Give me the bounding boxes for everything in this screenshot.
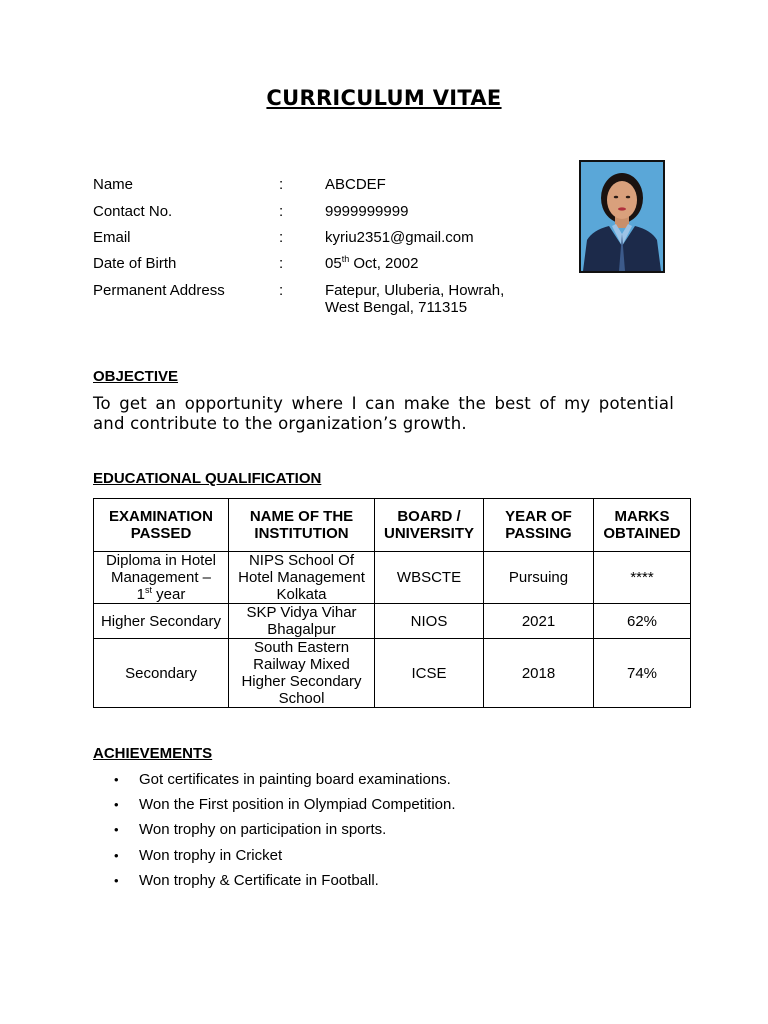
achievement-text: Won trophy on participation in sports. — [139, 821, 387, 839]
achievement-text: Won trophy in Cricket — [139, 846, 283, 864]
dob-label: Date of Birth — [93, 255, 177, 272]
address-label: Permanent Address — [93, 282, 225, 299]
name-label: Name — [93, 176, 134, 193]
cell-board: WBSCTE — [375, 552, 484, 604]
achievements-heading: ACHIEVEMENTS — [93, 745, 213, 762]
exam-year-number: 1 — [136, 586, 145, 603]
achievements-list — [93, 770, 456, 896]
profile-photo — [579, 160, 665, 273]
bullet-icon: • — [114, 822, 119, 838]
email-label: Email — [93, 229, 131, 246]
dob-rest: Oct, 2002 — [349, 255, 419, 272]
email-value: kyriu2351@gmail.com — [325, 229, 474, 246]
education-heading: EDUCATIONAL QUALIFICATION — [93, 470, 322, 487]
cell-year: 2018 — [484, 639, 594, 708]
objective-heading: OBJECTIVE — [93, 368, 179, 385]
header-marks: MARKS OBTAINED — [594, 499, 691, 552]
cell-board: NIOS — [375, 604, 484, 639]
cell-board: ICSE — [375, 639, 484, 708]
address-line-2: West Bengal, 711315 — [325, 299, 468, 316]
cell-exam: Higher Secondary — [94, 604, 229, 639]
name-value: ABCDEF — [325, 176, 386, 193]
achievement-text: Won trophy & Certificate in Football. — [139, 871, 379, 889]
list-item — [93, 871, 456, 896]
achievement-text: Won the First position in Olympiad Competition. — [139, 796, 456, 814]
exam-text: Diploma in Hotel Management – — [105, 552, 217, 586]
cell-exam — [94, 552, 229, 604]
cell-exam: Secondary — [94, 639, 229, 708]
table-row — [94, 552, 691, 604]
portrait-image — [581, 162, 663, 271]
education-table — [93, 498, 691, 708]
exam-year-suffix: st — [144, 585, 152, 595]
table-row — [94, 604, 691, 639]
bullet-icon: • — [114, 872, 119, 888]
list-item — [93, 770, 456, 795]
list-item — [93, 820, 456, 845]
bullet-icon: • — [114, 797, 119, 813]
cell-marks: 74% — [594, 639, 691, 708]
cell-institution: SKP Vidya Vihar Bhagalpur — [229, 604, 375, 639]
dob-value — [325, 255, 418, 272]
colon: : — [279, 176, 284, 193]
cell-institution: NIPS School Of Hotel Management Kolkata — [229, 552, 375, 604]
header-institution: NAME OF THE INSTITUTION — [229, 499, 375, 552]
bullet-icon: • — [114, 772, 119, 787]
objective-text: To get an opportunity where I can make the best of my potential and contribute to the organization’s growth. — [93, 394, 674, 433]
colon: : — [279, 203, 284, 220]
colon: : — [279, 255, 284, 272]
colon: : — [279, 229, 284, 246]
exam-year-word: year — [152, 586, 186, 603]
list-item — [93, 795, 456, 820]
achievement-text: Got certificates in painting board examinations. — [139, 771, 451, 788]
cell-marks: **** — [594, 552, 691, 604]
address-line-1: Fatepur, Uluberia, Howrah, — [325, 282, 505, 299]
header-year: YEAR OF PASSING — [484, 499, 594, 552]
header-examination: EXAMINATION PASSED — [94, 499, 229, 552]
cell-year: 2021 — [484, 604, 594, 639]
cell-year: Pursuing — [484, 552, 594, 604]
cell-marks: 62% — [594, 604, 691, 639]
dob-suffix: th — [341, 254, 350, 264]
contact-value: 9999999999 — [325, 203, 409, 220]
colon: : — [279, 282, 284, 299]
bullet-icon: • — [114, 847, 119, 863]
page-title: CURRICULUM VITAE — [266, 86, 502, 110]
header-board: BOARD / UNIVERSITY — [375, 499, 484, 552]
contact-label: Contact No. — [93, 203, 173, 220]
table-header-row — [94, 499, 691, 552]
cell-institution: South Eastern Railway Mixed Higher Secondary School — [229, 639, 375, 708]
list-item — [93, 846, 456, 871]
dob-day: 05 — [325, 255, 342, 272]
table-row — [94, 639, 691, 708]
